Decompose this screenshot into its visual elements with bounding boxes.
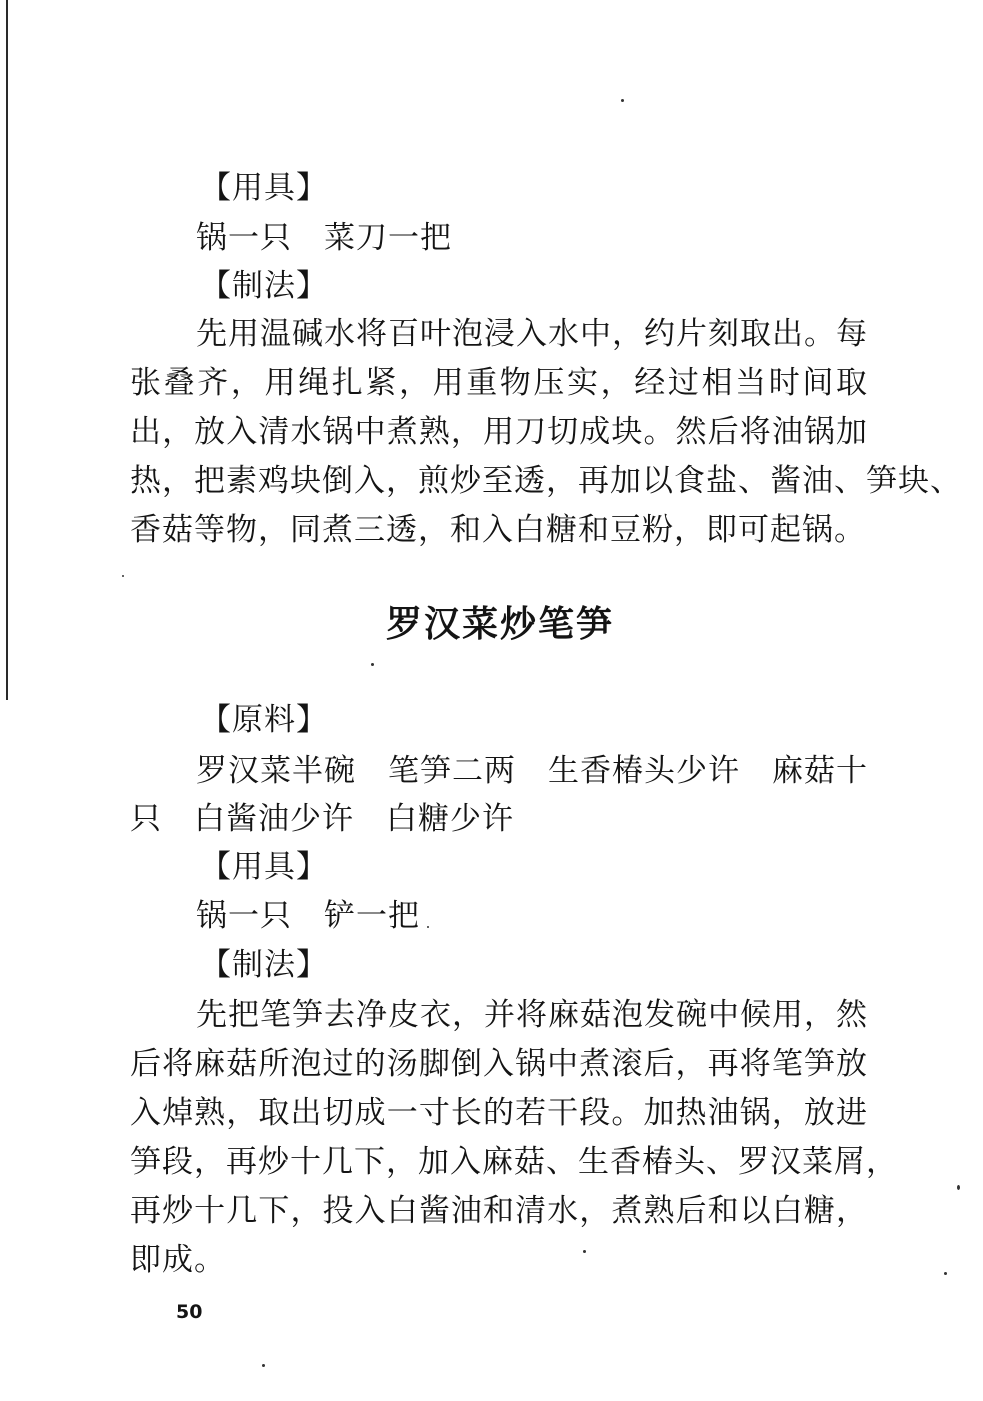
scan-speck: [944, 1272, 947, 1275]
ingredients-heading: 【原料】: [200, 702, 328, 738]
method-line: 入焯熟，取出切成一寸长的若干段。加热油锅，放进: [130, 1095, 868, 1131]
ingredients-line: 罗汉菜半碗 笔笋二两 生香椿头少许 麻菇十: [196, 753, 868, 789]
scan-speck: [262, 1364, 265, 1367]
method-line: 张叠齐，用绳扎紧，用重物压实，经过相当时间取: [130, 365, 868, 401]
tools-heading: 【用具】: [200, 849, 328, 885]
method-heading: 【制法】: [200, 947, 328, 983]
scan-speck: [427, 926, 429, 928]
method-line: 再炒十几下，投入白酱油和清水，煮熟后和以白糖，: [130, 1193, 868, 1229]
method-line: 后将麻菇所泡过的汤脚倒入锅中煮滚后，再将笔笋放: [130, 1046, 868, 1082]
method-line: 先用温碱水将百叶泡浸入水中，约片刻取出。每: [196, 316, 868, 352]
page-number: 50: [176, 1301, 203, 1323]
scan-speck: [583, 1250, 586, 1253]
tools-heading: 【用具】: [200, 170, 328, 206]
binding-edge-line: [6, 0, 8, 700]
method-line: 香菇等物，同煮三透，和入白糖和豆粉，即可起锅。: [130, 512, 866, 548]
scan-speck: [621, 99, 624, 102]
method-line: 出，放入清水锅中煮熟，用刀切成块。然后将油锅加: [130, 414, 868, 450]
ingredients-line: 只 白酱油少许 白糖少许: [130, 801, 514, 837]
tools-items: 锅一只 铲一把: [196, 898, 420, 934]
scan-speck: [957, 1185, 960, 1190]
method-line: 热，把素鸡块倒入，煎炒至透，再加以食盐、酱油、笋块、: [130, 463, 962, 499]
scan-speck: [122, 575, 124, 577]
method-line: 即成。: [130, 1242, 226, 1278]
recipe-title: 罗汉菜炒笔笋: [386, 604, 615, 645]
method-heading: 【制法】: [200, 268, 328, 304]
method-line: 笋段，再炒十几下，加入麻菇、生香椿头、罗汉菜屑，: [130, 1144, 898, 1180]
scan-speck: [371, 663, 374, 666]
tools-items: 锅一只 菜刀一把: [196, 220, 452, 256]
method-line: 先把笔笋去净皮衣，并将麻菇泡发碗中候用，然: [196, 997, 868, 1033]
